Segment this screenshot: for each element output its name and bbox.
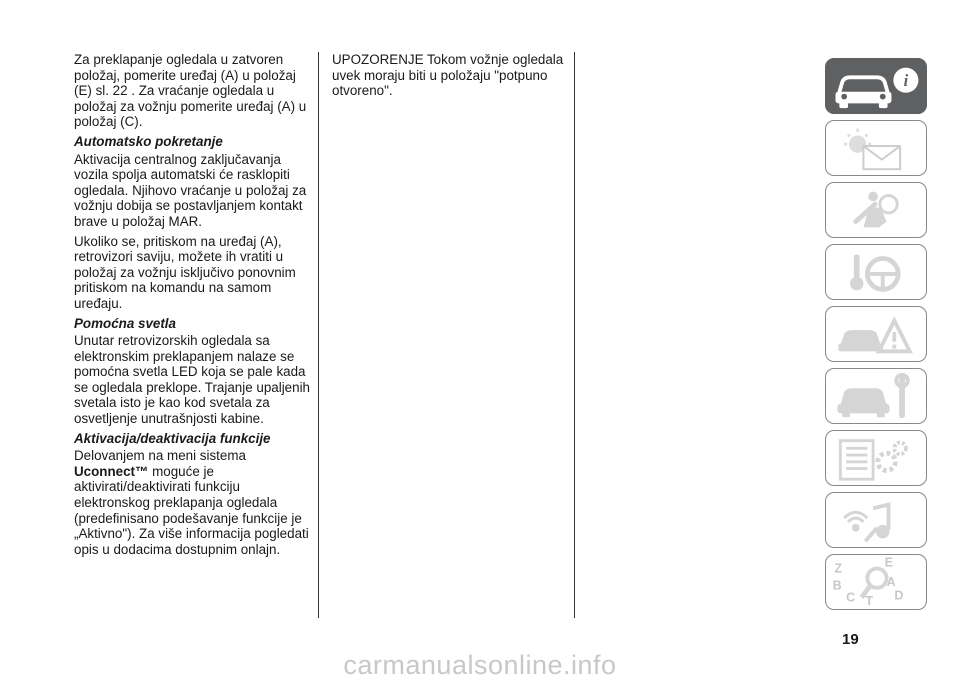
text-column-left — [74, 52, 310, 561]
warning-lights-icon — [826, 121, 926, 175]
paragraph-mirror-folding: Za preklapanje ogledala u zatvoren položaj, pomerite uređaj (A) u položaj (E) sl. 22 . Za vraćanje ogledala u položaj za vožnju pomerite uređaj (A) u položaj (C). — [74, 52, 307, 130]
alphabetical-index-icon — [826, 555, 926, 609]
text-uconnect: Uconnect™ — [74, 463, 149, 479]
column-divider-right — [574, 52, 575, 618]
index-letter: B — [832, 578, 842, 593]
text-menu-detail: moguće je aktivirati/deaktivirati funkciju elektronskog preklapanja ogledala (predefinisano podešavanje funkcije je „Aktivno"). Za više informacija pogledati opis u dodacima dostupnim onlajn. — [74, 463, 309, 557]
watermark: carmanualsonline.info — [343, 650, 617, 680]
paragraph-led-lights: Unutar retrovizorskih ogledala sa elektronskim preklapanjem nalaze se pomoćna svetla LED koja se pale kada se ogledala preklope. Trajanje upaljenih svetala isto je kao kod svetala za osvetljenje unutrašnjosti kabine. — [74, 333, 310, 427]
car-emergency-icon — [826, 307, 926, 361]
column-divider-left — [318, 52, 319, 618]
page-number: 19 — [842, 631, 859, 648]
tab-maintenance[interactable] — [825, 368, 927, 424]
index-letter: C — [846, 590, 856, 605]
technical-data-icon — [826, 431, 926, 485]
multimedia-icon — [826, 493, 926, 547]
text-menu-intro: Delovanjem na meni sistema — [74, 448, 246, 464]
heading-function-toggle: Aktivacija/deaktivacija funkcije — [74, 430, 271, 446]
heading-auxiliary-lights: Pomoćna svetla — [74, 315, 176, 331]
car-maintenance-icon — [826, 369, 926, 423]
index-letter: T — [865, 594, 874, 609]
paragraph-uconnect-menu — [74, 448, 310, 557]
paragraph-central-locking: Aktivacija centralnog zaključavanja vozila spolja automatski će rasklopiti ogledala. Njihovo vraćanje u položaj za vožnju dobija se postavljanjem kontakt brave u položaj MAR. — [74, 151, 307, 229]
index-letter: Z — [834, 561, 843, 576]
key-steering-wheel-icon — [826, 245, 926, 299]
tab-starting-driving[interactable] — [825, 244, 927, 300]
paragraph-manual-return: Ukoliko se, pritiskom na uređaj (A), retrovizori saviju, možete ih vratiti u položaj za vožnju isključivo ponovnim pritiskom na komandu na samom uređaju. — [74, 233, 296, 311]
tab-safety[interactable] — [825, 182, 927, 238]
car-info-icon — [826, 59, 926, 113]
text-column-middle — [332, 52, 568, 103]
airbag-safety-icon — [826, 183, 926, 237]
tab-car-info[interactable] — [825, 58, 927, 114]
index-letter: A — [886, 574, 896, 589]
tab-index[interactable] — [825, 554, 927, 610]
paragraph-warning: UPOZORENJE Tokom vožnje ogledala uvek moraju biti u položaju "potpuno otvoreno". — [332, 52, 564, 99]
tab-warning-lights[interactable] — [825, 120, 927, 176]
tab-multimedia[interactable] — [825, 492, 927, 548]
index-letter: D — [894, 588, 904, 603]
heading-automatic-activation: Automatsko pokretanje — [74, 133, 223, 149]
index-letter: E — [884, 555, 894, 570]
svg-text:i: i — [903, 71, 909, 90]
tab-emergency[interactable] — [825, 306, 927, 362]
tab-technical-data[interactable] — [825, 430, 927, 486]
